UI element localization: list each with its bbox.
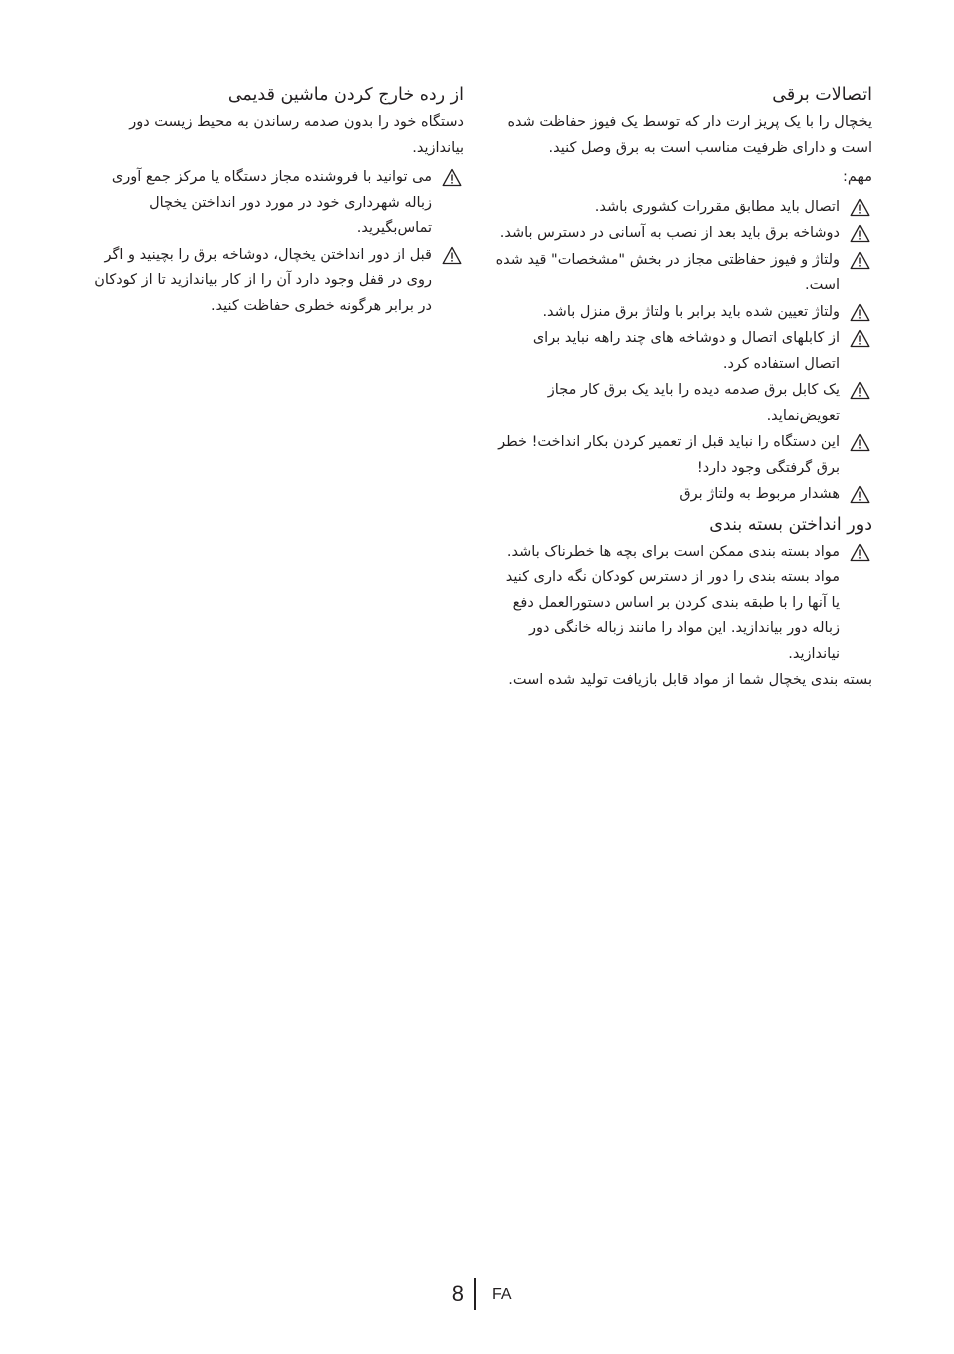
electrical-warning-list	[494, 195, 872, 508]
warning-triangle-icon	[850, 198, 870, 217]
packaging-warning-text: مواد بسته بندی ممکن است برای بچه ها خطرناک باشد. مواد بسته بندی را دور از دسترس کودکان نگه داری کنید یا آنها را با طبقه بندی کردن بر اساس دستورالعمل دفع زباله دور بیاندازید. این مواد را مانند زباله خانگی دور نیاندازید.	[505, 543, 840, 662]
electrical-warning-text: دوشاخه برق باید بعد از نصب به آسانی در دسترس باشد.	[499, 225, 840, 241]
electrical-warning-item	[494, 248, 872, 299]
electrical-warning-item	[494, 326, 872, 377]
electrical-warning-text: ولتاژ تعیین شده باید برابر با ولتاژ برق منزل باشد.	[542, 303, 840, 320]
warning-triangle-icon	[850, 433, 870, 452]
old-machine-warning-text: می توانید با فروشنده مجاز دستگاه یا مرکز جمع آوری زباله شهرداری خود در مورد دور انداختن یخچال تماس‌بگیرید.	[111, 169, 432, 236]
warning-triangle-icon	[442, 246, 462, 265]
warning-triangle-icon	[850, 251, 870, 270]
electrical-warning-item	[494, 221, 872, 247]
electrical-warning-item	[494, 482, 872, 508]
electrical-section	[494, 82, 872, 508]
left-column	[89, 82, 464, 320]
electrical-intro: یخچال را با یک پریز ارت دار که توسط یک فیوز حفاظت شده است و دارای ظرفیت مناسب است به برق وصل کنید.	[507, 114, 872, 156]
electrical-warning-text: از کابلهای اتصال و دوشاخه های چند راهه نباید برای اتصال استفاده کرد.	[532, 330, 840, 372]
warning-triangle-icon	[850, 329, 870, 348]
warning-triangle-icon	[850, 543, 870, 562]
electrical-warning-text: ولتاژ و فیوز حفاظتی مجاز در بخش "مشخصات" قید شده است.	[495, 251, 840, 293]
electrical-warning-text: هشدار مربوط به ولتاژ برق	[679, 486, 840, 502]
section-heading-packaging: دور انداختن بسته بندی	[709, 514, 872, 535]
electrical-warning-item	[494, 378, 872, 429]
electrical-warning-text: این دستگاه را نباید قبل از تعمیر کردن بکار انداخت! خطر برق گرفتگی وجود دارد!	[498, 434, 840, 476]
page-footer	[0, 1278, 954, 1310]
footer-divider	[474, 1278, 476, 1310]
section-heading-electrical: اتصالات برقی	[772, 85, 872, 105]
electrical-warning-item	[494, 430, 872, 481]
language-code: FA	[492, 1286, 512, 1303]
warning-triangle-icon	[850, 485, 870, 504]
packaging-note: بسته بندی یخچال شما از مواد قابل بازیافت تولید شده است.	[508, 672, 872, 688]
important-label: مهم:	[843, 169, 872, 185]
warning-triangle-icon	[442, 168, 462, 187]
warning-triangle-icon	[850, 303, 870, 322]
old-machine-warning-text: قبل از دور انداختن یخچال، دوشاخه برق را بچینید و اگر روی در قفل وجود دارد آن را از کار بیاندازید تا از کودکان در برابر هرگونه خطری حفاظت کنید.	[94, 246, 432, 314]
electrical-warning-text: یک کابل برق صدمه دیده را باید یک برق کار مجاز تعویض‌نماید.	[547, 382, 840, 424]
old-machine-section	[89, 82, 464, 319]
old-machine-warning-item	[89, 243, 464, 320]
packaging-section	[494, 512, 872, 694]
old-machine-warning-item	[89, 165, 464, 242]
electrical-warning-item	[494, 195, 872, 221]
right-column	[494, 82, 872, 698]
old-machine-intro: دستگاه خود را بدون صدمه رساندن به محیط زیست دور بیاندازید.	[129, 114, 464, 156]
warning-triangle-icon	[850, 381, 870, 400]
packaging-warning	[494, 540, 872, 668]
warning-triangle-icon	[850, 224, 870, 243]
old-machine-warning-list	[89, 165, 464, 319]
electrical-warning-item	[494, 300, 872, 326]
section-heading-old-machine: از رده خارج کردن ماشین قدیمی	[227, 85, 464, 105]
electrical-warning-text: اتصال باید مطابق مقررات کشوری باشد.	[594, 198, 840, 215]
page-number: 8	[451, 1281, 464, 1306]
